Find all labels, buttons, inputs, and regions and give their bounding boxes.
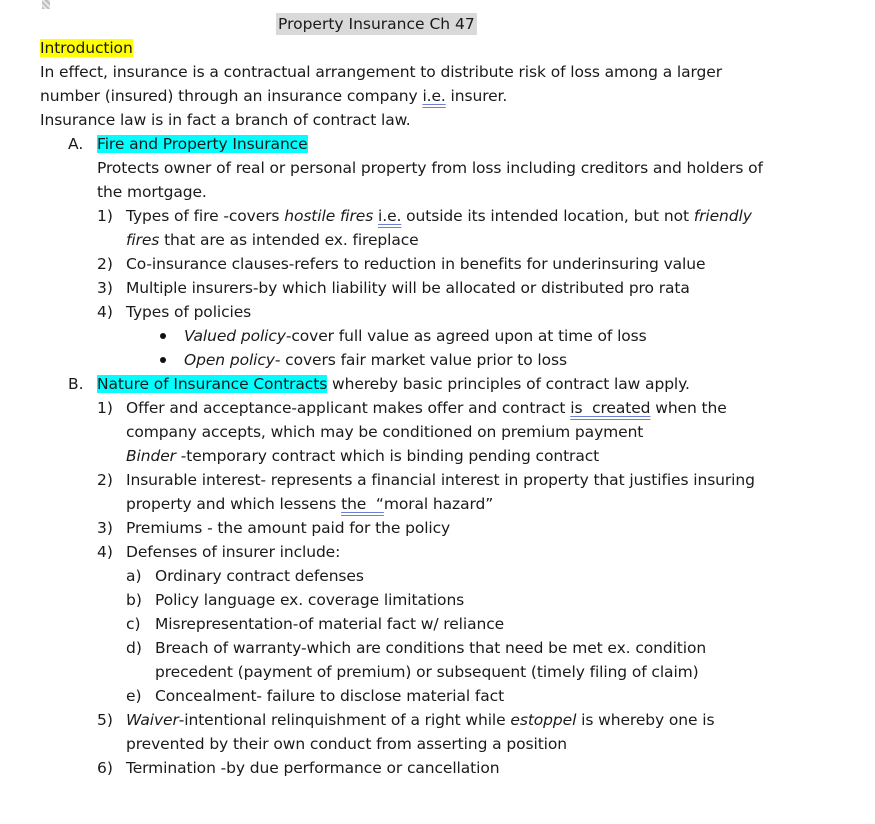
section-b-marker: B. (68, 375, 84, 393)
section-b-heading-text: Nature of Insurance Contracts (97, 375, 328, 393)
list-number: 1) (97, 399, 113, 417)
italic-term: Waiver (126, 711, 179, 729)
sublist-letter: b) (126, 591, 142, 609)
section-a-desc-line2: the mortgage. (97, 183, 207, 201)
list-item-continuation (126, 444, 599, 468)
intro-text: number (insured) through an insurance company (40, 87, 423, 105)
spellcheck-word[interactable]: i.e. (422, 87, 446, 105)
intro-text: insurer. (445, 87, 508, 105)
list-item (126, 204, 752, 228)
list-item (126, 708, 714, 732)
list-item (126, 396, 727, 420)
list-number: 2) (97, 471, 113, 489)
sublist-item: Ordinary contract defenses (155, 567, 364, 585)
list-number: 4) (97, 543, 113, 561)
item-text: -intentional relinquishment of a right while (178, 711, 511, 729)
bullet-icon (160, 333, 166, 339)
item-text: Offer and acceptance-applicant makes offer and contract (126, 399, 571, 417)
list-item: Types of policies (126, 303, 252, 321)
sublist-letter: c) (126, 615, 141, 633)
list-number: 3) (97, 519, 113, 537)
list-item: Multiple insurers-by which liability will be allocated or distributed pro rata (126, 279, 690, 297)
list-item: Termination -by due performance or cancellation (126, 759, 500, 777)
italic-term: Binder (126, 447, 176, 465)
list-number: 5) (97, 711, 113, 729)
item-text: property and which lessens (126, 495, 342, 513)
sublist-letter: d) (126, 639, 142, 657)
italic-term: fires (126, 231, 160, 249)
intro-paragraph-line1: In effect, insurance is a contractual arrangement to distribute risk of loss among a larger (40, 63, 722, 81)
item-text: moral hazard” (383, 495, 494, 513)
sublist-item: Misrepresentation-of material fact w/ reliance (155, 615, 505, 633)
list-item-continuation: prevented by their own conduct from asserting a position (126, 735, 567, 753)
intro-paragraph-line2 (40, 84, 507, 108)
sublist-letter: a) (126, 567, 142, 585)
sublist-item: Policy language ex. coverage limitations (155, 591, 465, 609)
intro-heading-text: Introduction (40, 39, 133, 57)
section-a-heading-text: Fire and Property Insurance (97, 135, 308, 153)
sublist-item: Concealment- failure to disclose material fact (155, 687, 505, 705)
list-item-continuation (126, 492, 493, 516)
item-text: is whereby one is (576, 711, 715, 729)
list-item-continuation (126, 228, 419, 252)
anchor-marker (42, 0, 50, 9)
list-number: 1) (97, 207, 113, 225)
bullet-icon (160, 357, 166, 363)
section-b-heading-rest: whereby basic principles of contract law apply. (327, 375, 690, 393)
sublist-item: Breach of warranty-which are conditions that need be met ex. condition (155, 639, 707, 657)
spellcheck-word[interactable]: is created (570, 399, 651, 417)
section-a-marker: A. (68, 135, 84, 153)
sublist-item-continuation: precedent (payment of premium) or subsequent (timely filing of claim) (155, 663, 699, 681)
intro-heading (40, 36, 133, 60)
section-b-heading (97, 372, 690, 396)
list-item-continuation: company accepts, which may be conditioned on premium payment (126, 423, 644, 441)
list-number: 2) (97, 255, 113, 273)
list-item: Defenses of insurer include: (126, 543, 341, 561)
list-item: Premiums - the amount paid for the policy (126, 519, 451, 537)
item-text: outside its intended location, but not (401, 207, 694, 225)
item-text: - covers fair market value prior to loss (274, 351, 567, 369)
italic-term: Open policy (184, 351, 275, 369)
italic-term: friendly (693, 207, 752, 225)
list-item: Co-insurance clauses-refers to reduction in benefits for underinsuring value (126, 255, 706, 273)
item-text: Types of fire -covers (126, 207, 285, 225)
spellcheck-word[interactable]: the “ (341, 495, 384, 513)
item-text: -temporary contract which is binding pending contract (175, 447, 600, 465)
item-text: when the (650, 399, 727, 417)
bullet-item (184, 348, 567, 372)
list-number: 4) (97, 303, 113, 321)
item-text: that are as intended ex. fireplace (159, 231, 419, 249)
italic-term: hostile fires (284, 207, 374, 225)
list-item: Insurable interest- represents a financial interest in property that justifies insuring (126, 471, 755, 489)
bullet-item (184, 324, 647, 348)
list-number: 3) (97, 279, 113, 297)
spellcheck-word[interactable]: i.e. (378, 207, 402, 225)
section-a-heading (97, 132, 308, 156)
sublist-letter: e) (126, 687, 142, 705)
list-number: 6) (97, 759, 113, 777)
italic-term: estoppel (510, 711, 577, 729)
document-title: Property Insurance Ch 47 (278, 15, 475, 33)
section-a-desc-line1: Protects owner of real or personal property from loss including creditors and holders of (97, 159, 763, 177)
italic-term: Valued policy (184, 327, 286, 345)
item-text: -cover full value as agreed upon at time of loss (285, 327, 647, 345)
intro-paragraph-line3: Insurance law is in fact a branch of contract law. (40, 111, 411, 129)
